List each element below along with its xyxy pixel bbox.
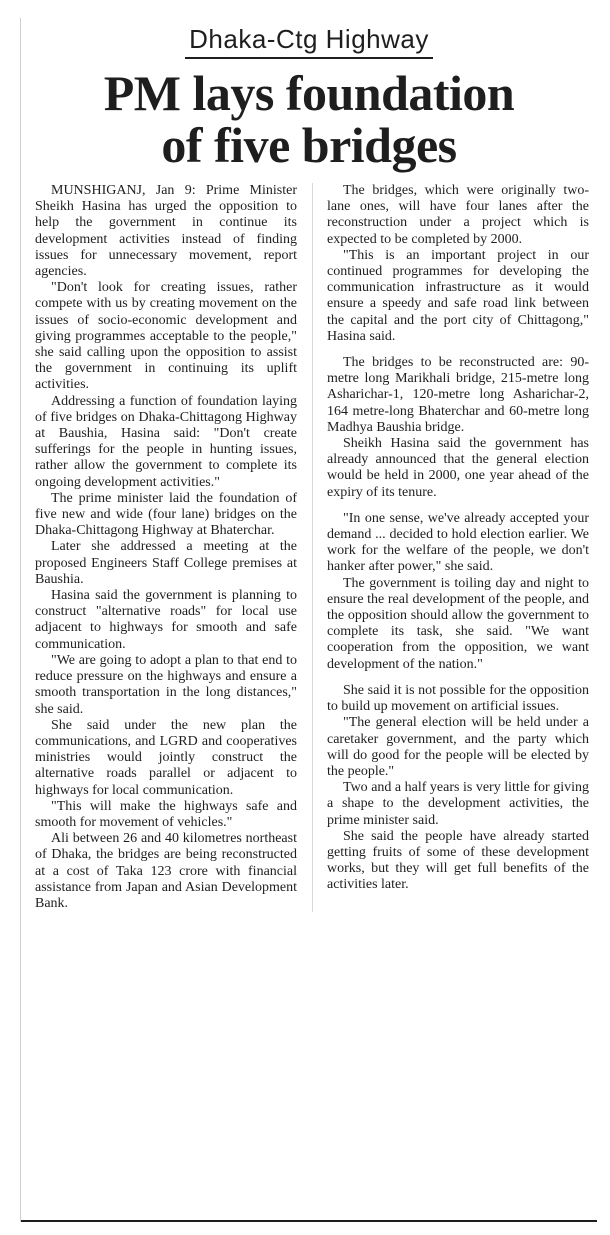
kicker: Dhaka-Ctg Highway: [185, 24, 433, 59]
paragraph: Hasina said the government is planning to construct "alternative roads" for local use adjacent to highways for smooth and safe communication.: [35, 588, 297, 652]
right-column: [327, 183, 589, 912]
paragraph: Addressing a function of foundation laying of five bridges on Dhaka-Chittagong Highway at Baushia, Hasina said: "Don't create sufferings for the people in hunting issues, rather allow the government to complete its ongoing development activities.": [35, 393, 297, 490]
news-clipping: [20, 18, 597, 1222]
paragraph: "This will make the highways safe and smooth for movement of vehicles.": [35, 798, 297, 830]
bottom-rule: [21, 1220, 597, 1222]
paragraph: Ali between 26 and 40 kilometres northeast of Dhaka, the bridges are being reconstructed at a cost of Taka 123 crore with financial assistance from Japan and Asian Development Bank.: [35, 831, 297, 911]
paragraph: The prime minister laid the foundation of five new and wide (four lane) bridges on the Dhaka-Chittagong Highway at Bhaterchar.: [35, 490, 297, 539]
paragraph: The bridges to be reconstructed are: 90-metre long Marikhali bridge, 215-metre long Asharichar-1, 120-metre long Asharichar-2, 164 metre-long Bhaterchar and 60-metre long Madhya Baushia bridge.: [327, 355, 589, 435]
left-column: [35, 183, 297, 912]
paragraph: She said the people have already started getting fruits of some of these development works, but they will get full benefits of the activities later.: [327, 828, 589, 893]
paragraph: "Don't look for creating issues, rather compete with us by creating movement on the issues of socio-economic development and giving programmes acceptable to the people," she said calling upon the opposition to assist the government in continuing its uplift activities.: [35, 280, 297, 393]
paragraph: She said it is not possible for the opposition to build up movement on artificial issues.: [327, 682, 589, 715]
paragraph: "The general election will be held under a caretaker government, and the party which will do good for the people will be elected by the people.": [327, 715, 589, 779]
paragraph: Later she addressed a meeting at the proposed Engineers Staff College premises at Baushia.: [35, 539, 297, 587]
paragraph: Sheikh Hasina said the government has already announced that the general election would be held in 2000, one year ahead of the expiry of its tenure.: [327, 436, 589, 500]
paragraph: "We are going to adopt a plan to that end to reduce pressure on the highways and ensure a smooth transportation in the long distances," she said.: [35, 652, 297, 717]
paragraph: Two and a half years is very little for giving a shape to the development activities, the prime minister said.: [327, 780, 589, 828]
kicker-wrap: [21, 24, 597, 59]
paragraph: The government is toiling day and night to ensure the real development of the people, and the opposition should allow the government to complete its task, she said. "We want cooperation from the opposition, we want development of the nation.": [327, 575, 589, 672]
headline: [21, 67, 597, 171]
headline-line-1: PM lays foundation: [103, 65, 515, 121]
paragraph: "In one sense, we've already accepted your demand ... decided to hold election earlier. We work for the welfare of the people, we don't hanker after power," she said.: [327, 510, 589, 575]
paragraph: The bridges, which were originally two-lane ones, will have four lanes after the reconstruction under a project which is expected to be completed by 2000.: [327, 183, 589, 247]
paragraph: MUNSHIGANJ, Jan 9: Prime Minister Sheikh Hasina has urged the opposition to help the government in continue its development activities instead of finding issues for unnecessary movement, report agencies.: [35, 183, 297, 280]
paragraph: "This is an important project in our continued programmes for developing the communication infrastructure as it would ensure a speedy and safe road link between the capital and the port city of Chittagong," Hasina said.: [327, 247, 589, 344]
paragraph: She said under the new plan the communications, and LGRD and cooperatives ministries would jointly construct the alternative roads parallel or adjacent to highways for local communication.: [35, 717, 297, 798]
column-divider: [312, 183, 313, 912]
headline-line-2: of five bridges: [161, 117, 457, 173]
article-columns: [21, 183, 597, 912]
